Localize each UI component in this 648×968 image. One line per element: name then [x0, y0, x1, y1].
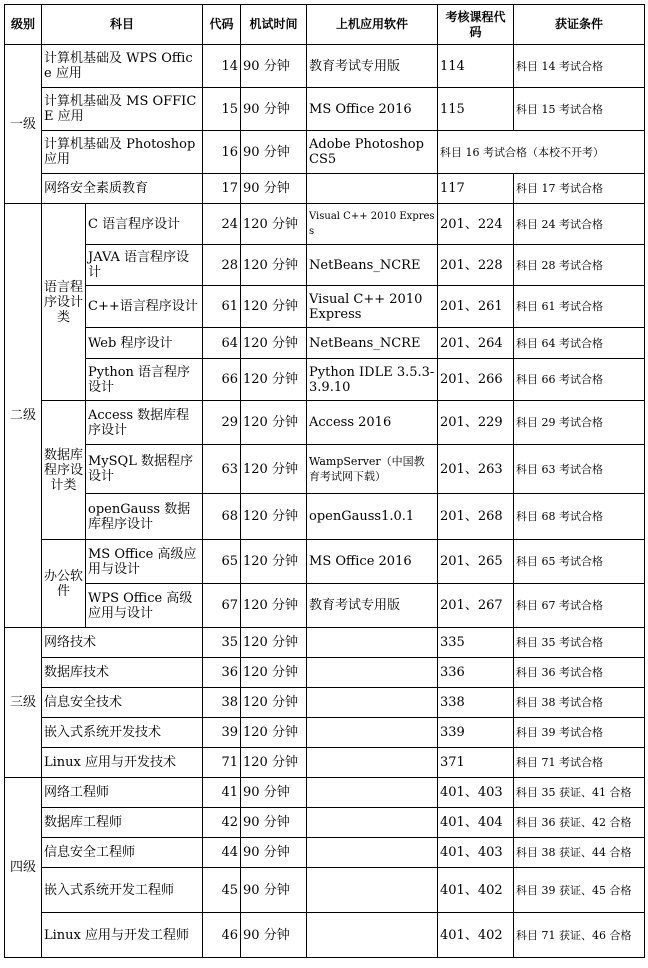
table-row — [5, 808, 645, 838]
software-cell — [307, 778, 438, 808]
cert-cell: 科目 17 考试合格 — [514, 174, 645, 204]
code-cell: 68 — [203, 494, 241, 540]
course-code-cell: 401、404 — [438, 808, 514, 838]
cert-cell: 科目 36 获证、42 合格 — [514, 808, 645, 838]
code-cell: 29 — [203, 401, 241, 445]
cert-cell: 科目 63 考试合格 — [514, 445, 645, 494]
group-label-language: 语言程序设计类 — [42, 204, 86, 401]
subject-cell: 网络安全素质教育 — [42, 174, 203, 204]
exam-subject-table — [4, 4, 645, 958]
time-cell: 120 分钟 — [241, 494, 307, 540]
time-cell: 120 分钟 — [241, 286, 307, 328]
code-cell: 65 — [203, 540, 241, 584]
cert-cell: 科目 71 获证、46 合格 — [514, 913, 645, 958]
cert-cell: 科目 64 考试合格 — [514, 328, 645, 359]
time-cell: 120 分钟 — [241, 748, 307, 778]
software-cell: Python IDLE 3.5.3-3.9.10 — [307, 359, 438, 401]
code-cell: 42 — [203, 808, 241, 838]
time-cell: 120 分钟 — [241, 718, 307, 748]
cert-cell: 科目 66 考试合格 — [514, 359, 645, 401]
header-row — [5, 5, 645, 45]
time-cell: 90 分钟 — [241, 838, 307, 868]
subject-cell: 信息安全工程师 — [42, 838, 203, 868]
table-row — [5, 838, 645, 868]
course-code-cell: 201、266 — [438, 359, 514, 401]
software-cell — [307, 628, 438, 658]
table-row — [5, 628, 645, 658]
software-cell: MS Office 2016 — [307, 540, 438, 584]
header-code: 代码 — [203, 5, 241, 45]
software-cell: 教育考试专用版 — [307, 45, 438, 88]
cert-cell: 科目 36 考试合格 — [514, 658, 645, 688]
code-cell: 71 — [203, 748, 241, 778]
course-code-cell: 401、403 — [438, 838, 514, 868]
code-cell: 38 — [203, 688, 241, 718]
level-4-label: 四级 — [5, 778, 42, 958]
header-subject: 科目 — [42, 5, 203, 45]
time-cell: 120 分钟 — [241, 245, 307, 286]
course-code-cell: 117 — [438, 174, 514, 204]
time-cell: 90 分钟 — [241, 131, 307, 174]
cert-cell: 科目 61 考试合格 — [514, 286, 645, 328]
table-row — [5, 778, 645, 808]
cert-cell: 科目 38 获证、44 合格 — [514, 838, 645, 868]
cert-cell: 科目 35 考试合格 — [514, 628, 645, 658]
course-code-cell: 201、264 — [438, 328, 514, 359]
code-cell: 16 — [203, 131, 241, 174]
code-cell: 63 — [203, 445, 241, 494]
course-code-cell: 371 — [438, 748, 514, 778]
time-cell: 90 分钟 — [241, 808, 307, 838]
cert-cell: 科目 39 获证、45 合格 — [514, 868, 645, 913]
cert-cell: 科目 68 考试合格 — [514, 494, 645, 540]
cert-cell: 科目 39 考试合格 — [514, 718, 645, 748]
code-cell: 35 — [203, 628, 241, 658]
table-row — [5, 204, 645, 245]
software-cell: WampServer（中国教育考试网下载） — [307, 445, 438, 494]
course-code-cell: 114 — [438, 45, 514, 88]
table-row — [5, 245, 645, 286]
table-row — [5, 868, 645, 913]
course-code-cell: 201、224 — [438, 204, 514, 245]
course-code-cell: 401、403 — [438, 778, 514, 808]
code-cell: 45 — [203, 868, 241, 913]
software-cell — [307, 838, 438, 868]
software-cell: 教育考试专用版 — [307, 584, 438, 628]
time-cell: 90 分钟 — [241, 88, 307, 131]
software-cell: Visual C++ 2010 Express — [307, 204, 438, 245]
software-cell — [307, 658, 438, 688]
cert-cell: 科目 14 考试合格 — [514, 45, 645, 88]
subject-cell: C 语言程序设计 — [86, 204, 203, 245]
table-row — [5, 494, 645, 540]
course-code-cell: 201、228 — [438, 245, 514, 286]
time-cell: 120 分钟 — [241, 584, 307, 628]
code-cell: 41 — [203, 778, 241, 808]
code-cell: 64 — [203, 328, 241, 359]
course-code-cell: 201、268 — [438, 494, 514, 540]
course-code-cell: 201、265 — [438, 540, 514, 584]
level-2-label: 二级 — [5, 204, 42, 628]
subject-cell: 计算机基础及 MS OFFICE 应用 — [42, 88, 203, 131]
subject-cell: 嵌入式系统开发工程师 — [42, 868, 203, 913]
code-cell: 39 — [203, 718, 241, 748]
course-code-cell: 401、402 — [438, 913, 514, 958]
table-row — [5, 328, 645, 359]
subject-cell: Web 程序设计 — [86, 328, 203, 359]
software-cell: openGauss1.0.1 — [307, 494, 438, 540]
course-code-cell: 336 — [438, 658, 514, 688]
cert-cell: 科目 15 考试合格 — [514, 88, 645, 131]
subject-cell: 计算机基础及 Photoshop 应用 — [42, 131, 203, 174]
subject-cell: MySQL 数据程序设计 — [86, 445, 203, 494]
cert-cell: 科目 16 考试合格（本校不开考） — [438, 131, 645, 174]
code-cell: 67 — [203, 584, 241, 628]
level-1-label: 一级 — [5, 45, 42, 204]
table-row — [5, 540, 645, 584]
course-code-cell: 201、267 — [438, 584, 514, 628]
course-code-cell: 335 — [438, 628, 514, 658]
time-cell: 120 分钟 — [241, 328, 307, 359]
cert-cell: 科目 29 考试合格 — [514, 401, 645, 445]
level-3-label: 三级 — [5, 628, 42, 778]
table-row — [5, 88, 645, 131]
cert-cell: 科目 28 考试合格 — [514, 245, 645, 286]
software-cell — [307, 174, 438, 204]
time-cell: 120 分钟 — [241, 688, 307, 718]
software-cell — [307, 748, 438, 778]
subject-cell: Linux 应用与开发工程师 — [42, 913, 203, 958]
subject-cell: 数据库技术 — [42, 658, 203, 688]
course-code-cell: 338 — [438, 688, 514, 718]
course-code-cell: 201、263 — [438, 445, 514, 494]
time-cell: 120 分钟 — [241, 401, 307, 445]
time-cell: 90 分钟 — [241, 174, 307, 204]
subject-cell: JAVA 语言程序设计 — [86, 245, 203, 286]
subject-cell: 网络工程师 — [42, 778, 203, 808]
software-cell: MS Office 2016 — [307, 88, 438, 131]
subject-cell: 网络技术 — [42, 628, 203, 658]
table-row — [5, 359, 645, 401]
table-row — [5, 445, 645, 494]
table-row — [5, 913, 645, 958]
cert-cell: 科目 35 获证、41 合格 — [514, 778, 645, 808]
cert-cell: 科目 38 考试合格 — [514, 688, 645, 718]
table-row — [5, 45, 645, 88]
code-cell: 14 — [203, 45, 241, 88]
subject-cell: 计算机基础及 WPS Office 应用 — [42, 45, 203, 88]
code-cell: 46 — [203, 913, 241, 958]
header-software: 上机应用软件 — [307, 5, 438, 45]
group-label-database: 数据库程序设计类 — [42, 401, 86, 540]
subject-cell: 信息安全技术 — [42, 688, 203, 718]
subject-cell: MS Office 高级应用与设计 — [86, 540, 203, 584]
table-row — [5, 584, 645, 628]
time-cell: 120 分钟 — [241, 445, 307, 494]
code-cell: 15 — [203, 88, 241, 131]
software-cell — [307, 808, 438, 838]
group-label-office: 办公软件 — [42, 540, 86, 628]
table-row — [5, 131, 645, 174]
subject-cell: 嵌入式系统开发技术 — [42, 718, 203, 748]
subject-cell: WPS Office 高级应用与设计 — [86, 584, 203, 628]
course-code-cell: 339 — [438, 718, 514, 748]
software-cell: Visual C++ 2010 Express — [307, 286, 438, 328]
code-cell: 36 — [203, 658, 241, 688]
course-code-cell: 115 — [438, 88, 514, 131]
software-cell: Access 2016 — [307, 401, 438, 445]
software-cell: Adobe Photoshop CS5 — [307, 131, 438, 174]
software-cell — [307, 688, 438, 718]
header-cert: 获证条件 — [514, 5, 645, 45]
time-cell: 90 分钟 — [241, 868, 307, 913]
time-cell: 120 分钟 — [241, 540, 307, 584]
table-row — [5, 286, 645, 328]
code-cell: 44 — [203, 838, 241, 868]
table-row — [5, 174, 645, 204]
time-cell: 120 分钟 — [241, 204, 307, 245]
table-row — [5, 658, 645, 688]
time-cell: 90 分钟 — [241, 45, 307, 88]
subject-cell: 数据库工程师 — [42, 808, 203, 838]
header-course-code: 考核课程代码 — [438, 5, 514, 45]
software-cell — [307, 913, 438, 958]
cert-cell: 科目 65 考试合格 — [514, 540, 645, 584]
subject-cell: openGauss 数据库程序设计 — [86, 494, 203, 540]
course-code-cell: 201、261 — [438, 286, 514, 328]
time-cell: 120 分钟 — [241, 628, 307, 658]
table-row — [5, 718, 645, 748]
software-cell: NetBeans_NCRE — [307, 328, 438, 359]
table-row — [5, 401, 645, 445]
subject-cell: C++语言程序设计 — [86, 286, 203, 328]
software-cell — [307, 868, 438, 913]
table-row — [5, 688, 645, 718]
code-cell: 28 — [203, 245, 241, 286]
time-cell: 120 分钟 — [241, 359, 307, 401]
subject-cell: Python 语言程序设计 — [86, 359, 203, 401]
time-cell: 90 分钟 — [241, 778, 307, 808]
header-time: 机试时间 — [241, 5, 307, 45]
cert-cell: 科目 67 考试合格 — [514, 584, 645, 628]
cert-cell: 科目 71 考试合格 — [514, 748, 645, 778]
time-cell: 90 分钟 — [241, 913, 307, 958]
software-cell — [307, 718, 438, 748]
header-level: 级别 — [5, 5, 42, 45]
code-cell: 17 — [203, 174, 241, 204]
software-cell: NetBeans_NCRE — [307, 245, 438, 286]
course-code-cell: 401、402 — [438, 868, 514, 913]
code-cell: 24 — [203, 204, 241, 245]
table-row — [5, 748, 645, 778]
course-code-cell: 201、229 — [438, 401, 514, 445]
time-cell: 120 分钟 — [241, 658, 307, 688]
code-cell: 66 — [203, 359, 241, 401]
cert-cell: 科目 24 考试合格 — [514, 204, 645, 245]
subject-cell: Linux 应用与开发技术 — [42, 748, 203, 778]
subject-cell: Access 数据库程序设计 — [86, 401, 203, 445]
code-cell: 61 — [203, 286, 241, 328]
